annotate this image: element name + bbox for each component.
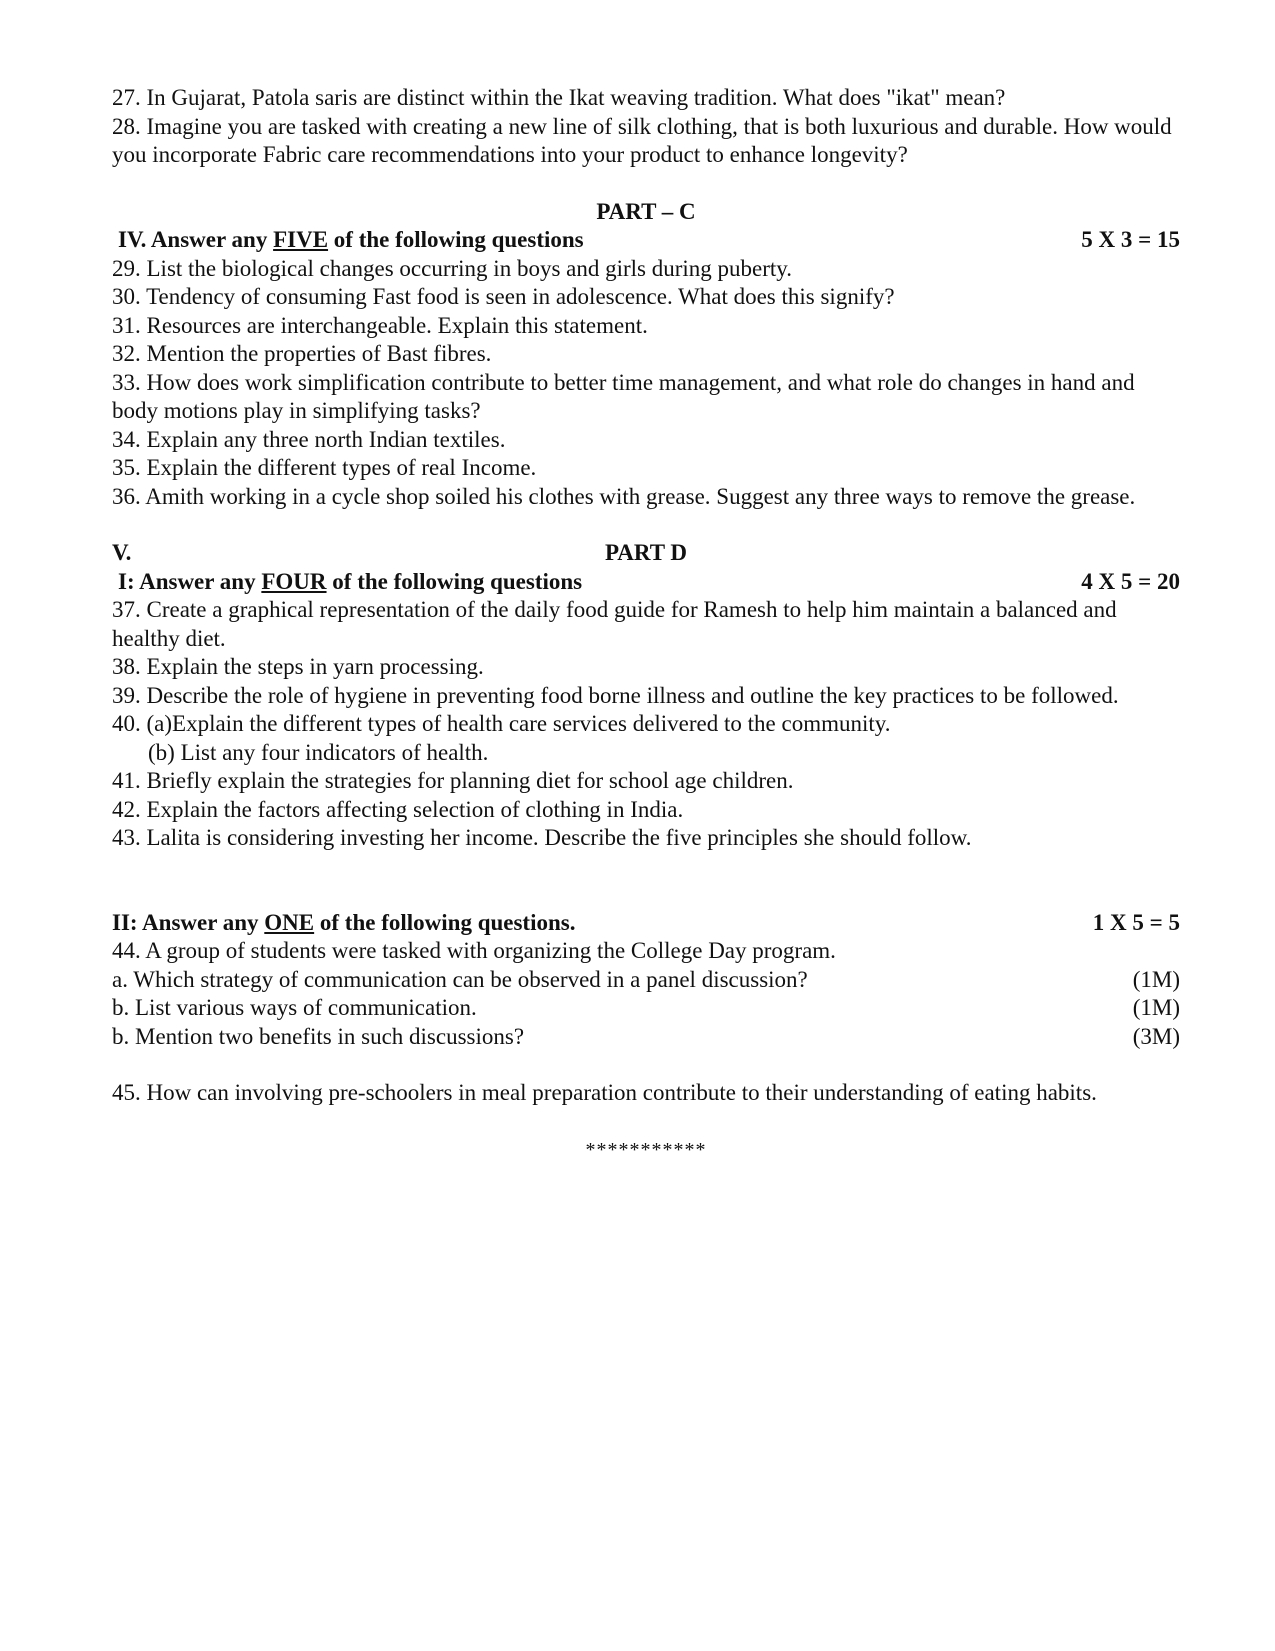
question-41: 41. Briefly explain the strategies for planning diet for school age children. [112,768,794,793]
question-36: 36. Amith working in a cycle shop soiled his clothes with grease. Suggest any three ways to remove the grease. [112,483,1136,509]
part-d-section2-instruction: II: Answer any ONE of the following questions. [112,909,576,935]
question-28: 28. Imagine you are tasked with creating a new line of silk clothing, that is both luxurious and durable. How would you incorporate Fabric care recommendations into your product to enhance longevity? [112,113,1172,167]
question-44: 44. A group of students were tasked with organizing the College Day program. [112,938,836,963]
question-44-part-a [112,966,1180,995]
part-c-section-header [112,226,1180,255]
question-27: 27. In Gujarat, Patola saris are distinct within the Ikat weaving tradition. What does "ikat" mean? [112,85,1006,110]
part-d-section1-marks: 4 X 5 = 20 [1081,568,1180,594]
part-d-section1-instruction: I: Answer any FOUR of the following questions [118,568,583,594]
question-44-part-c-text: b. Mention two benefits in such discussions? [112,1023,525,1049]
part-d-section2-keyword: ONE [264,909,315,935]
part-d-heading [112,539,1180,568]
part-c-instruction: IV. Answer any FIVE of the following questions [118,227,584,252]
part-d-section1-keyword: FOUR [261,568,327,594]
part-d-section2-header [112,909,1180,938]
question-44-part-a-text: a. Which strategy of communication can be observed in a panel discussion? [112,966,808,992]
question-44-part-b [112,994,1180,1023]
question-44-part-b-marks: (1M) [1132,995,1180,1020]
question-39: 39. Describe the role of hygiene in preventing food borne illness and outline the key practices to be followed. [112,682,1119,708]
question-40a: 40. (a)Explain the different types of health care services delivered to the community. [112,711,891,736]
question-44-part-a-marks: (1M) [1132,966,1180,992]
question-29: 29. List the biological changes occurring in boys and girls during puberty. [112,255,793,281]
question-34: 34. Explain any three north Indian textiles. [112,426,506,452]
part-c-title: PART – C [596,198,696,224]
question-43: 43. Lalita is considering investing her income. Describe the five principles she should follow. [112,825,972,850]
part-c-marks: 5 X 3 = 15 [1081,227,1180,252]
question-45: 45. How can involving pre-schoolers in meal preparation contribute to their understanding of eating habits. [112,1080,1097,1105]
part-d-section2-marks: 1 X 5 = 5 [1092,909,1180,935]
question-42: 42. Explain the factors affecting selection of clothing in India. [112,796,684,822]
question-40b: (b) List any four indicators of health. [148,739,489,765]
question-44-part-c-marks: (3M) [1132,1023,1180,1049]
part-d-title: PART D [604,540,688,565]
exam-page [112,84,1180,1164]
question-38: 38. Explain the steps in yarn processing. [112,654,484,679]
part-d-roman: V. [112,540,132,565]
question-37: 37. Create a graphical representation of the daily food guide for Ramesh to help him maintain a balanced and healthy diet. [112,597,1117,651]
question-30: 30. Tendency of consuming Fast food is seen in adolescence. What does this signify? [112,284,895,309]
question-35: 35. Explain the different types of real Income. [112,455,537,480]
question-33: 33. How does work simplification contribute to better time management, and what role do changes in hand and body motions play in simplifying tasks? [112,369,1135,423]
question-32: 32. Mention the properties of Bast fibres. [112,341,492,366]
question-44-part-c [112,1023,1180,1052]
question-44-part-b-text: b. List various ways of communication. [112,995,477,1020]
part-d-section1-header [112,568,1180,597]
question-31: 31. Resources are interchangeable. Explain this statement. [112,312,648,338]
part-c-keyword: FIVE [273,227,329,252]
end-marker: *********** [585,1138,707,1161]
